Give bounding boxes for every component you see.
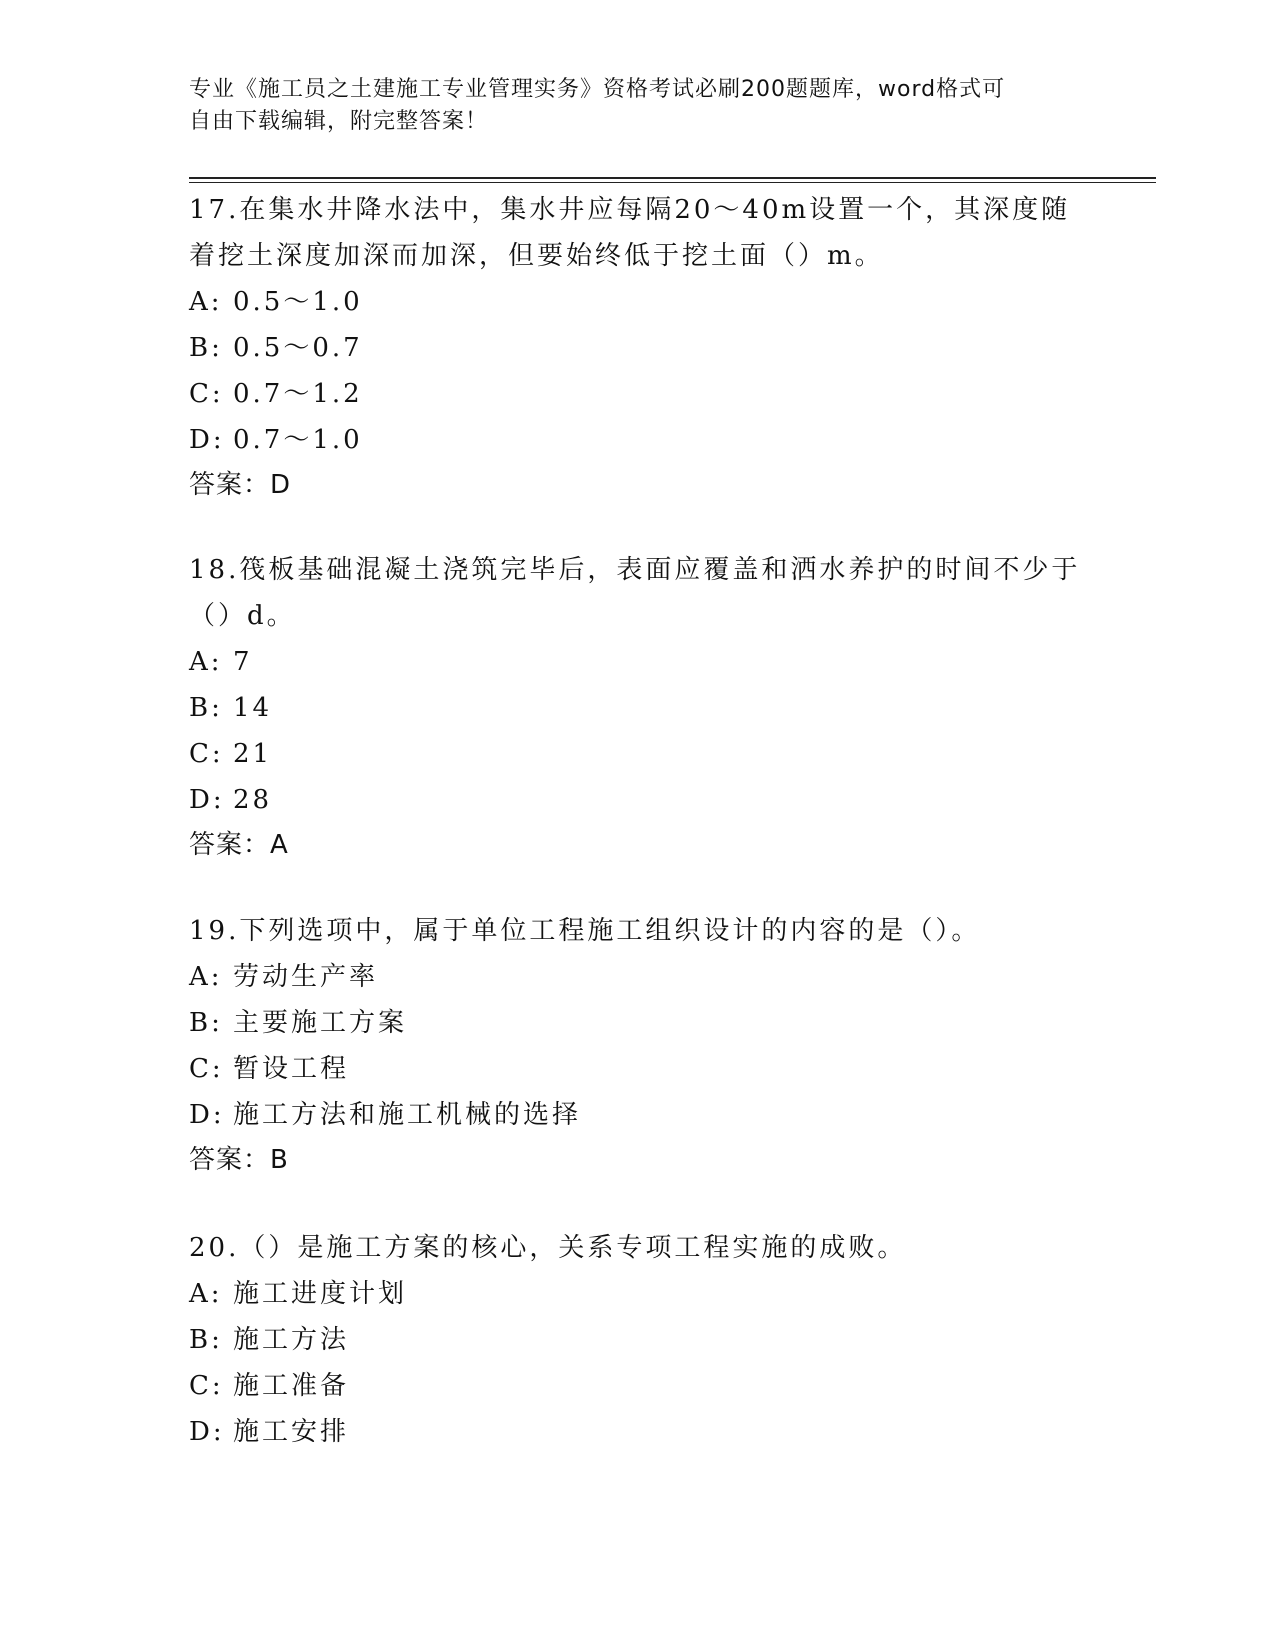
option-key: C: <box>189 1054 224 1084</box>
question-text: 17.在集水井降水法中，集水井应每隔20～40m设置一个，其深度随着挖土深度加深而加深，但要始终低于挖土面（）m。 <box>189 195 1071 271</box>
option-value: 21 <box>233 739 273 769</box>
option-key: D: <box>189 1417 225 1447</box>
option-b <box>189 1000 1089 1046</box>
document-header <box>189 74 1069 138</box>
option-value: 施工方法和施工机械的选择 <box>233 1100 582 1130</box>
option-a <box>189 639 1089 685</box>
question-text: 18.筏板基础混凝土浇筑完毕后，表面应覆盖和洒水养护的时间不少于（）d。 <box>189 555 1081 631</box>
option-value: 14 <box>233 693 273 723</box>
question-text: 20.（）是施工方案的核心，关系专项工程实施的成败。 <box>189 1233 907 1263</box>
option-key: C: <box>189 739 224 769</box>
option-key: A: <box>189 287 223 317</box>
option-b <box>189 325 1089 371</box>
option-value: 暂设工程 <box>233 1054 350 1084</box>
option-value: 28 <box>233 785 273 815</box>
question-19 <box>189 908 1089 1182</box>
option-d <box>189 417 1089 463</box>
answer-line: 答案：A <box>189 830 289 860</box>
option-c <box>189 1363 1089 1409</box>
option-key: D: <box>189 425 225 455</box>
option-value: 7 <box>233 647 253 677</box>
option-key: C: <box>189 379 224 409</box>
option-d <box>189 1092 1089 1138</box>
option-a <box>189 954 1089 1000</box>
option-a <box>189 279 1089 325</box>
option-value: 施工进度计划 <box>233 1279 408 1309</box>
answer-line: 答案：D <box>189 470 292 500</box>
answer-line: 答案：B <box>189 1145 289 1175</box>
option-key: A: <box>189 647 223 677</box>
option-value: 0.5～1.0 <box>233 287 363 317</box>
option-key: B: <box>189 1008 223 1038</box>
option-key: B: <box>189 333 223 363</box>
option-key: B: <box>189 693 223 723</box>
header-line-2: 自由下载编辑，附完整答案！ <box>189 109 489 134</box>
option-value: 0.7～1.2 <box>233 379 363 409</box>
option-c <box>189 371 1089 417</box>
option-key: A: <box>189 962 223 992</box>
option-d <box>189 1409 1089 1455</box>
option-a <box>189 1271 1089 1317</box>
option-d <box>189 777 1089 823</box>
option-key: D: <box>189 1100 225 1130</box>
question-text: 19.下列选项中，属于单位工程施工组织设计的内容的是（）。 <box>189 916 981 946</box>
option-value: 0.5～0.7 <box>233 333 363 363</box>
option-c <box>189 731 1089 777</box>
option-key: C: <box>189 1371 224 1401</box>
option-b <box>189 685 1089 731</box>
option-b <box>189 1317 1089 1363</box>
option-key: A: <box>189 1279 223 1309</box>
option-value: 施工准备 <box>233 1371 350 1401</box>
option-value: 施工安排 <box>233 1417 350 1447</box>
question-20 <box>189 1225 1089 1455</box>
question-18 <box>189 547 1089 867</box>
header-divider-thin <box>189 182 1156 183</box>
option-value: 劳动生产率 <box>233 962 379 992</box>
option-value: 施工方法 <box>233 1325 350 1355</box>
option-value: 0.7～1.0 <box>233 425 363 455</box>
header-divider-thick <box>189 177 1156 179</box>
header-line-1: 专业《施工员之土建施工专业管理实务》资格考试必刷200题题库，word格式可 <box>189 77 1006 102</box>
option-c <box>189 1046 1089 1092</box>
option-key: D: <box>189 785 225 815</box>
option-value: 主要施工方案 <box>233 1008 408 1038</box>
question-17 <box>189 187 1089 507</box>
option-key: B: <box>189 1325 223 1355</box>
